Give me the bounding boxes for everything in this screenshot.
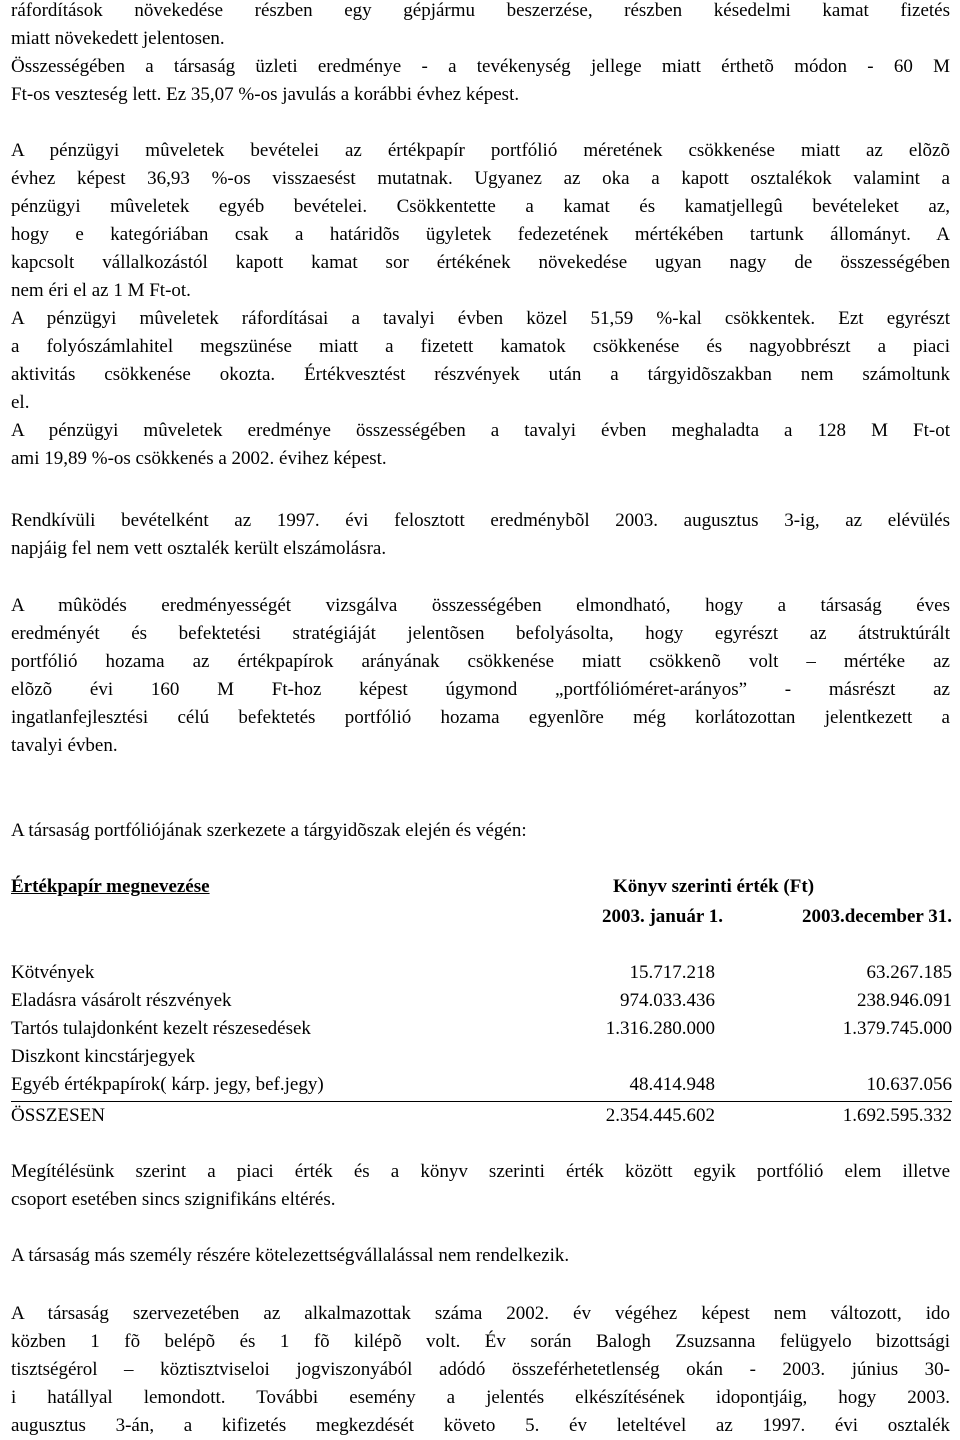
table-intro	[11, 817, 950, 845]
table-row	[11, 1071, 952, 1099]
text-line: hogy e kategóriában csak a határidõs ügyletek fedezetének mértékében tartunk állományt. A	[11, 224, 950, 245]
text-line: A társaság szervezetében az alkalmazottak száma 2002. év végéhez képest nem változott, ido	[11, 1303, 950, 1324]
text-line: ami 19,89 %-os csökkenés a 2002. évihez képest.	[11, 448, 387, 469]
text-line: tavalyi évben.	[11, 735, 118, 756]
row-name: Egyéb értékpapírok( kárp. jegy, bef.jegy)	[11, 1074, 324, 1095]
paragraph-commitments	[11, 1242, 950, 1270]
text-line: augusztus 3-án, a kifizetés megkezdését követo 5. év leteltével az 1997. évi osztalék	[11, 1415, 950, 1436]
text-line: kapcsolt vállalkozástól kapott kamat sor értékének növekedése ugyan nagy de összességében	[11, 252, 950, 273]
row-name: Kötvények	[11, 962, 95, 983]
row-value-end: 10.637.056	[866, 1074, 952, 1095]
table-subheader-row	[11, 903, 952, 931]
text-line: A társaság más személy részére kötelezettségvállalással nem rendelkezik.	[11, 1245, 570, 1266]
column-group-header: Könyv szerinti érték (Ft)	[613, 876, 815, 897]
text-line: i hatállyal lemondott. További esemény a jelentés elkészítésének idopontjáig, hogy 2003.	[11, 1387, 950, 1408]
text-line: A pénzügyi mûveletek bevételei az értékpapír portfólió méretének csökkenése miatt az elõzõ	[11, 140, 950, 161]
row-name: Diszkont kincstárjegyek	[11, 1046, 196, 1067]
row-value-start: 48.414.948	[629, 1074, 715, 1095]
row-name: Tartós tulajdonként kezelt részesedések	[11, 1018, 311, 1039]
text-line: közben 1 fõ belépõ és 1 fõ kilépõ volt. Év során Balogh Zsuzsanna felügyelo bizottsági	[11, 1331, 950, 1352]
table-intro-text: A társaság portfóliójának szerkezete a tárgyidõszak elején és végén:	[11, 820, 527, 841]
text-line: Rendkívüli bevételként az 1997. évi felosztott eredménybõl 2003. augusztus 3-ig, az elévülés	[11, 510, 950, 531]
table-row	[11, 987, 952, 1015]
text-line: évhez képest 36,93 %-os visszaesést mutatnak. Ugyanez az oka a kapott osztalékok valamint a	[11, 168, 950, 189]
row-value-start: 15.717.218	[629, 962, 715, 983]
paragraph-operating-efficiency	[11, 592, 950, 760]
row-value-start: 974.033.436	[620, 990, 715, 1011]
text-line: nem éri el az 1 M Ft-ot.	[11, 280, 191, 301]
text-line: elõzõ évi 160 M Ft-hoz képest úgymond „portfólióméret-arányos” - másrészt az	[11, 679, 950, 700]
table-row	[11, 1015, 952, 1043]
text-line: napjáig fel nem vett osztalék került elszámolásra.	[11, 538, 387, 559]
text-line: Ft-os veszteség lett. Ez 35,07 %-os javulás a korábbi évhez képest.	[11, 84, 520, 105]
text-line: A pénzügyi mûveletek ráfordításai a tavalyi évben közel 51,59 %-kal csökkentek. Ezt egyrészt	[11, 308, 950, 329]
text-line: aktivitás csökkenése okozta. Értékvesztést részvények után a tárgyidõszakban nem számoltunk	[11, 364, 950, 385]
text-line: miatt növekedett jelentosen.	[11, 28, 225, 49]
row-value-start: 1.316.280.000	[605, 1018, 715, 1039]
row-value-end: 1.379.745.000	[842, 1018, 952, 1039]
table-total-row	[11, 1102, 952, 1130]
row-value-end: 63.267.185	[866, 962, 952, 983]
column-header-end: 2003.december 31.	[801, 906, 952, 927]
paragraph-results	[11, 0, 950, 109]
text-line: eredményét és befektetési stratégiáját jelentõsen befolyásolta, hogy egyrészt az átstruktúrált	[11, 623, 950, 644]
paragraph-extraordinary-income	[11, 507, 950, 563]
text-line: el.	[11, 392, 30, 413]
column-header-start: 2003. január 1.	[601, 906, 723, 927]
text-line: csoport esetében sincs szignifikáns eltérés.	[11, 1189, 336, 1210]
text-line: tisztségérol – köztisztviseloi jogviszonyából adódó összeférhetetlenség okán - 2003. június 30-	[11, 1359, 950, 1380]
row-name: Eladásra vásárolt részvények	[11, 990, 232, 1011]
text-line: A pénzügyi mûveletek eredménye összességében a tavalyi évben meghaladta a 128 M Ft-ot	[11, 420, 950, 441]
table-row	[11, 959, 952, 987]
text-line: Megítélésünk szerint a piaci érték és a könyv szerinti érték között egyik portfólió elem illetve	[11, 1161, 950, 1182]
text-line: ingatlanfejlesztési célú befektetés portfólió hozama egyenlõre még korlátozottan jelentkezett a	[11, 707, 950, 728]
row-value-end: 238.946.091	[857, 990, 952, 1011]
column-header-name: Értékpapír megnevezése	[11, 876, 210, 897]
paragraph-financial-operations	[11, 137, 950, 473]
text-line: pénzügyi mûveletek egyéb bevételei. Csökkentette a kamat és kamatjellegû bevételeket az,	[11, 196, 950, 217]
paragraph-staff	[11, 1300, 950, 1440]
text-line: portfólió hozama az értékpapírok arányának csökkenése miatt csökkenõ volt – mértéke az	[11, 651, 950, 672]
total-value-end: 1.692.595.332	[842, 1105, 952, 1126]
text-line: A mûködés eredményességét vizsgálva összességében elmondható, hogy a társaság éves	[11, 595, 950, 616]
total-value-start: 2.354.445.602	[605, 1105, 715, 1126]
total-label: ÖSSZESEN	[11, 1105, 105, 1126]
text-line: ráfordítások növekedése részben egy gépjármu beszerzése, részben késedelmi kamat fizetés	[11, 0, 950, 21]
table-row	[11, 1043, 952, 1071]
paragraph-market-value	[11, 1158, 950, 1214]
table-header-row	[11, 873, 952, 901]
text-line: Összességében a társaság üzleti eredménye - a tevékenység jellege miatt érthetõ módon - 60 M	[11, 56, 950, 77]
text-line: a folyószámlahitel megszünése miatt a fizetett kamatok csökkenése és nagyobbrészt a piaci	[11, 336, 950, 357]
